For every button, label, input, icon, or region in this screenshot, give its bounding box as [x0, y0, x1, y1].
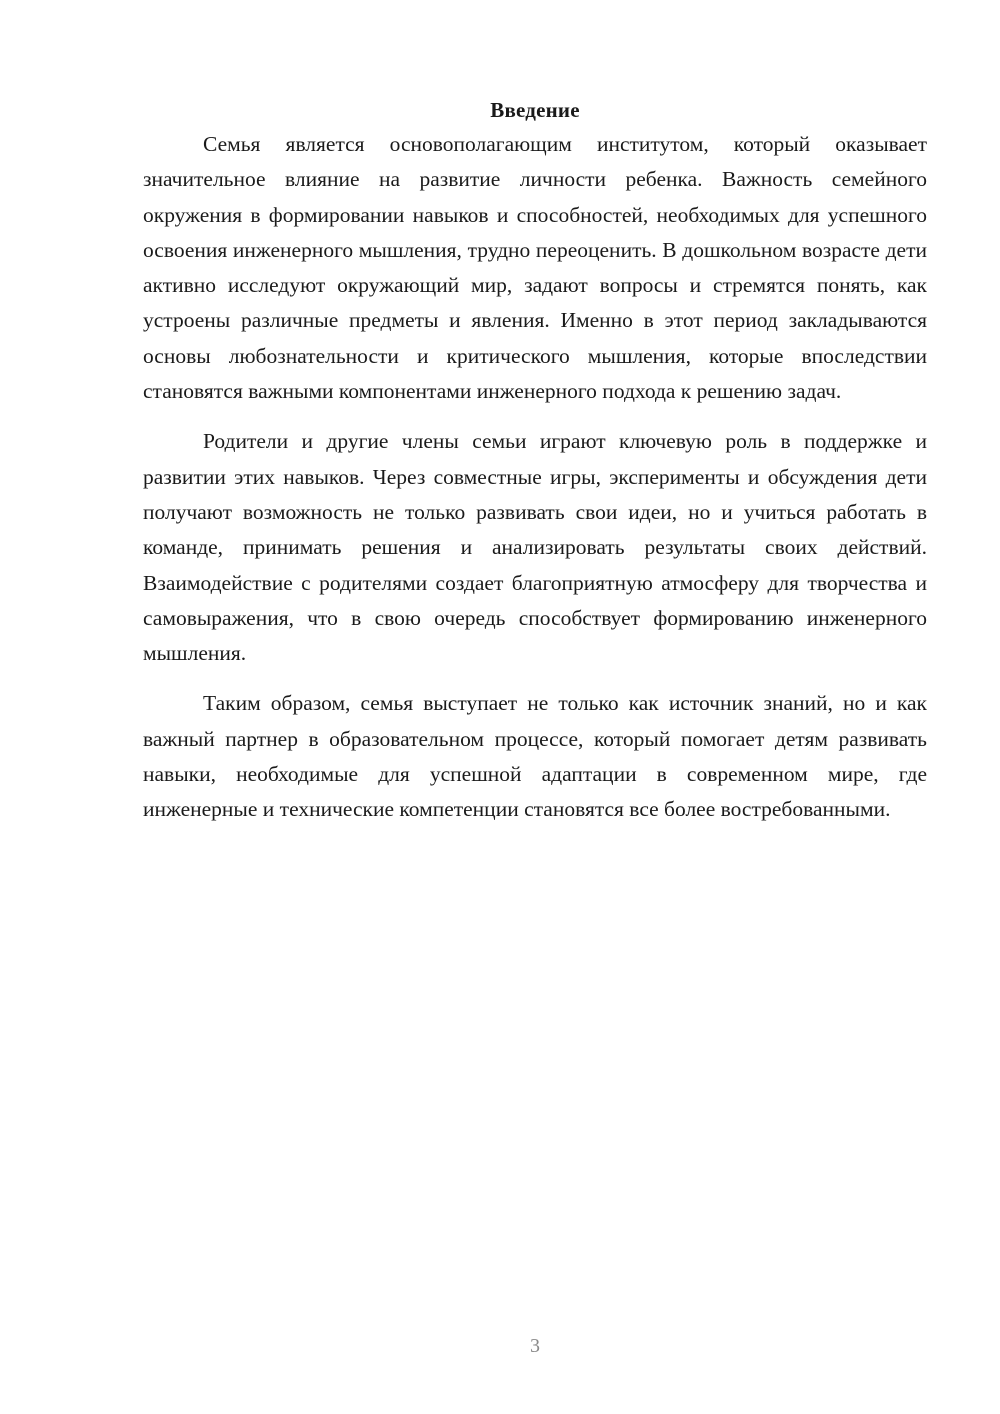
paragraph-1: Семья является основополагающим институтом, который оказывает значительное влияние на развитие личности ребенка. Важность семейного окружения в формировании навыков и способностей, необходимых для успешного освоения инженерного мышления, трудно переоценить. В дошкольном возрасте дети активно исследуют окружающий мир, задают вопросы и стремятся понять, как устроены различные предметы и явления. Именно в этот период закладываются основы любознательности и критического мышления, которые впоследствии становятся важными компонентами инженерного подхода к решению задач. — [143, 132, 927, 404]
paragraph-2: Родители и другие члены семьи играют ключевую роль в поддержке и развитии этих навыков. Через совместные игры, эксперименты и обсуждения дети получают возможность не только развивать свои идеи, но и учиться работать в команде, принимать решения и анализировать результаты своих действий. Взаимодействие с родителями создает благоприятную атмосферу для творчества и самовыражения, что в свою очередь способствует формированию инженерного мышления. — [143, 429, 927, 666]
document-page — [143, 95, 927, 828]
section-heading: Введение — [490, 98, 580, 122]
paragraph-3: Таким образом, семья выступает не только как источник знаний, но и как важный партнер в образовательном процессе, который помогает детям развивать навыки, необходимые для успешной адаптации в современном мире, где инженерные и технические компетенции становятся все более востребованными. — [143, 691, 927, 822]
page-number: 3 — [530, 1335, 540, 1357]
